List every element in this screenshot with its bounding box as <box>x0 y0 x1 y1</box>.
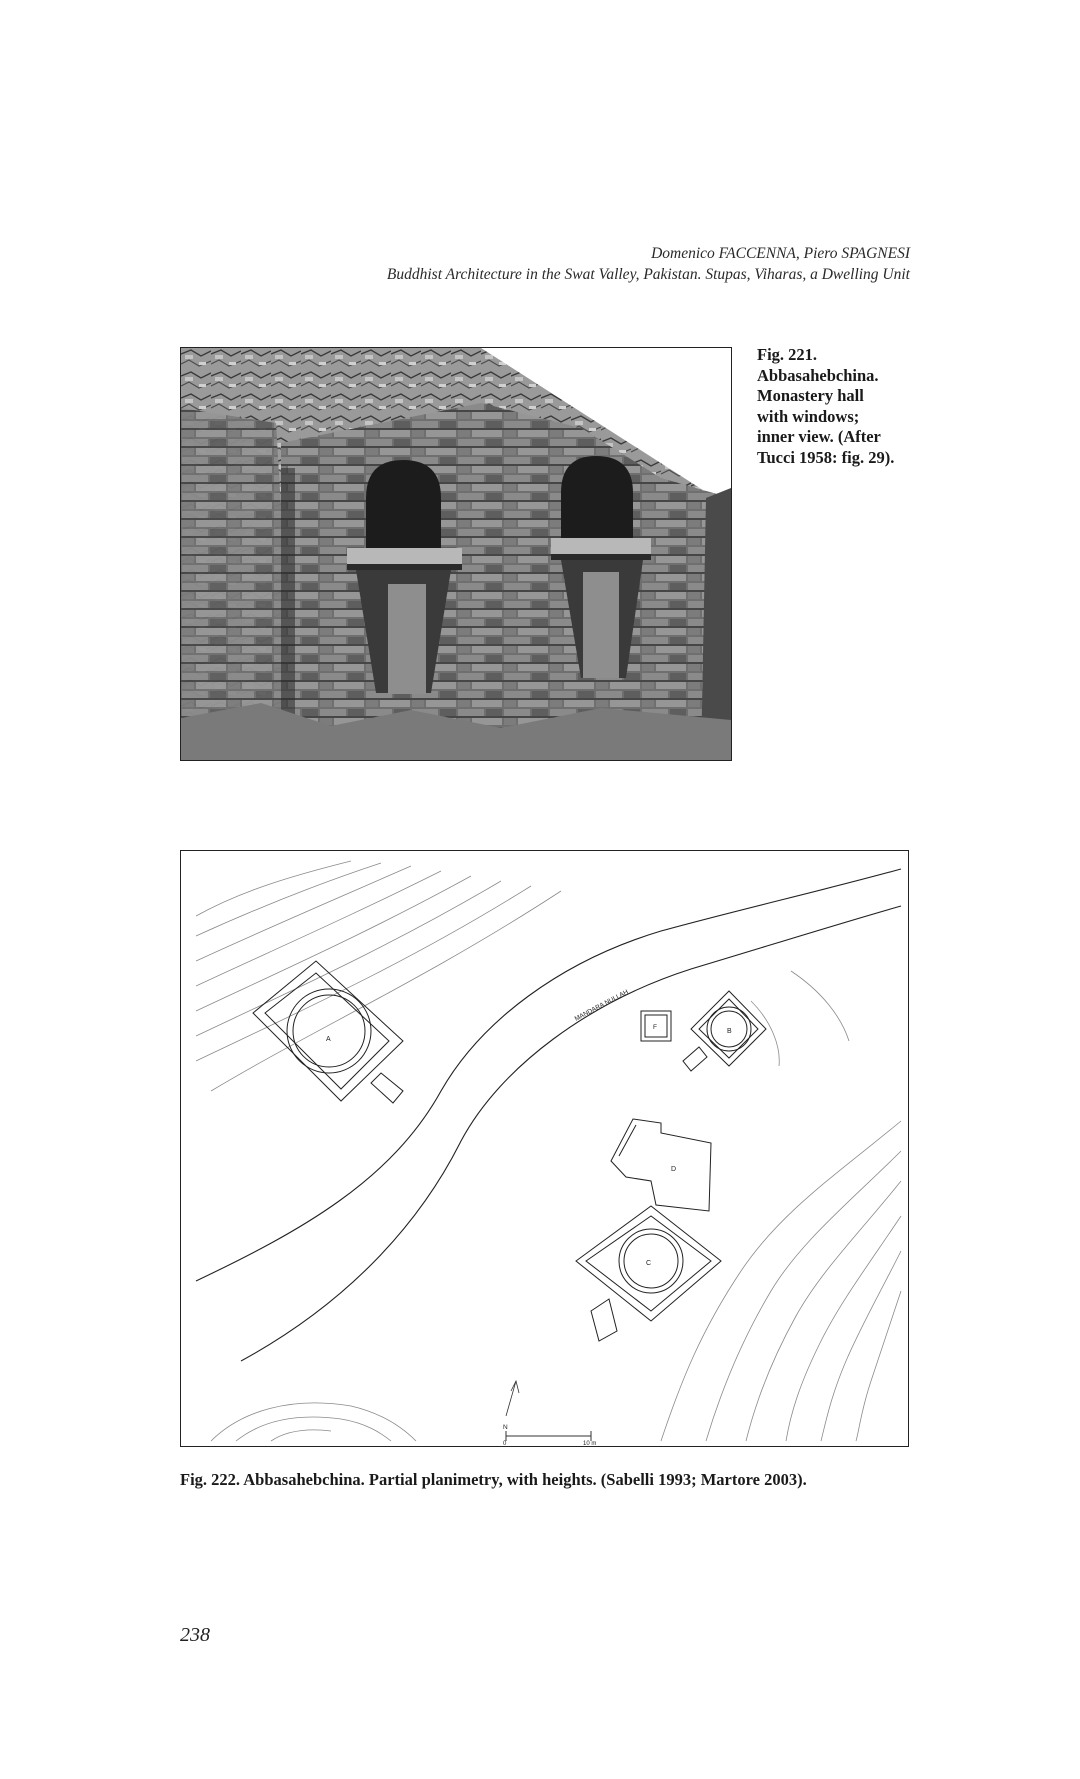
caption-221-line: Abbasahebchina. <box>757 365 879 385</box>
figure-222-plan <box>180 850 909 1447</box>
stupa-c <box>576 1206 721 1341</box>
stream-label: MANDARA NULLAH <box>573 988 630 1023</box>
scale-end: 10 m <box>583 1441 597 1446</box>
room-d-label: D <box>671 1166 677 1173</box>
caption-221-line: inner view. (After <box>757 427 881 446</box>
page-number: 238 <box>180 1624 210 1646</box>
figure-222-caption: Fig. 222. Abbasahebchina. Partial planimetry, with heights. (Sabelli 1993; Martore 2003). <box>180 1470 807 1489</box>
monastery-hall-photo <box>181 348 731 760</box>
caption-221-line: Monastery hall <box>757 386 864 405</box>
scale-zero: 0 <box>503 1441 507 1446</box>
figure-221-photo <box>180 347 732 761</box>
north-label: N <box>503 1424 508 1431</box>
figure-221-caption <box>757 345 927 468</box>
scale-bar <box>506 1431 591 1441</box>
stupa-b <box>683 991 766 1071</box>
running-head <box>387 243 910 285</box>
header-book-title: Buddhist Architecture in the Swat Valley, Pakistan. Stupas, Viharas, a Dwelling Unit <box>386 266 910 283</box>
caption-221-line: Fig. 221. <box>757 345 818 364</box>
stupa-a <box>253 961 403 1103</box>
room-f-label: F <box>653 1024 657 1031</box>
contour-lines <box>196 861 901 1441</box>
caption-221-line: Tucci 1958: fig. 29). <box>757 447 895 467</box>
caption-221-line: with windows; <box>757 406 860 426</box>
stupa-c-label: C <box>646 1260 652 1267</box>
stupa-b-label: B <box>727 1028 732 1035</box>
stupa-a-label: A <box>326 1036 331 1043</box>
north-arrow <box>506 1381 519 1416</box>
stream-banks <box>196 869 901 1361</box>
room-d <box>611 1119 711 1211</box>
site-plan-drawing <box>181 851 908 1446</box>
header-authors: Domenico FACCENNA, Piero SPAGNESI <box>651 245 910 262</box>
